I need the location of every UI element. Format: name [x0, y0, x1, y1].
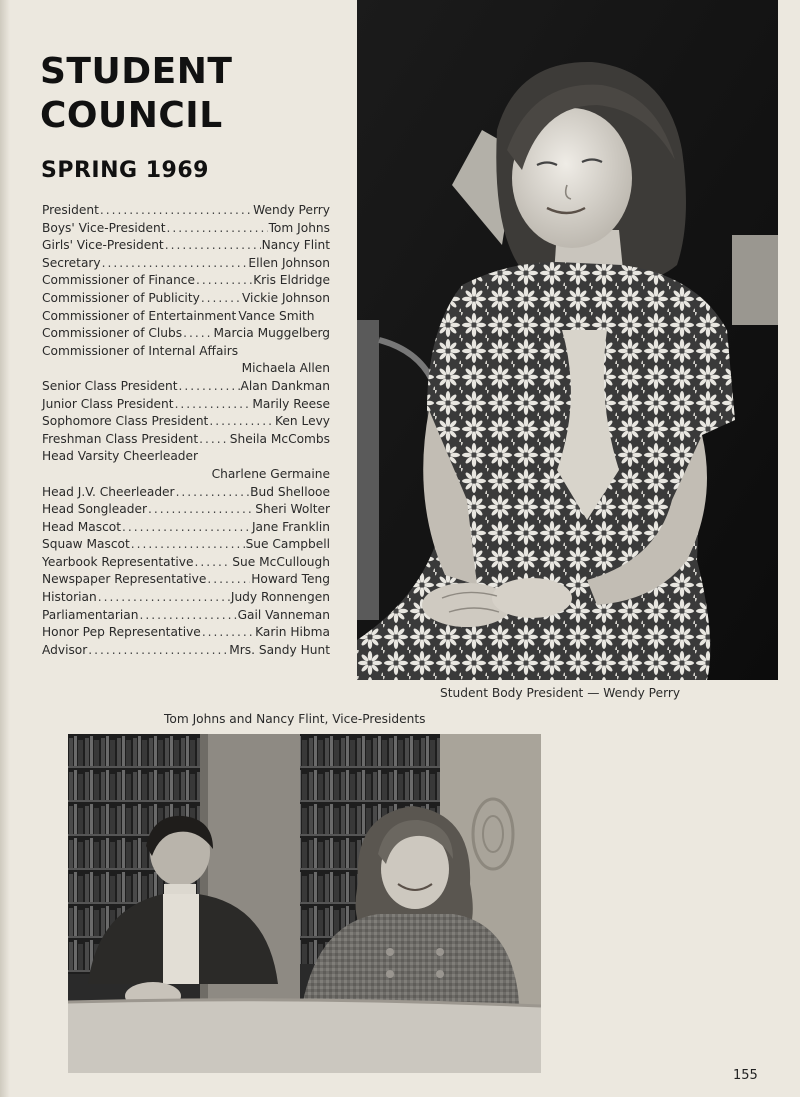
roster-name: Vance Smith	[238, 308, 315, 323]
roster-role: Junior Class President	[42, 396, 174, 411]
roster-role: Sophomore Class President	[42, 414, 209, 429]
roster-name: Alan Dankman	[240, 378, 330, 393]
roster-row	[42, 554, 330, 572]
vice-presidents-illustration	[68, 734, 541, 1073]
page-binding-edge	[0, 0, 10, 1097]
roster-role: Girls' Vice-President	[42, 238, 164, 253]
roster-row	[42, 308, 330, 326]
roster-name: Ken Levy	[275, 414, 330, 429]
roster-row	[42, 378, 330, 396]
roster-role: Newspaper Representative	[42, 572, 207, 587]
roster-name: Karin Hibma	[255, 625, 330, 640]
roster-row	[42, 448, 330, 466]
roster-row	[42, 624, 330, 642]
title-line-2: COUNCIL	[40, 95, 223, 136]
roster-role: Commissioner of Publicity	[42, 290, 200, 305]
roster-row	[42, 413, 330, 431]
page-subtitle: SPRING 1969	[41, 158, 209, 183]
roster-role: Secretary	[42, 255, 101, 270]
roster-role: Yearbook Representative	[42, 554, 194, 569]
roster-row	[42, 396, 330, 414]
roster-role: Parliamentarian	[42, 607, 139, 622]
vice-presidents-photo	[68, 734, 541, 1073]
roster-name: Judy Ronnengen	[230, 590, 330, 605]
roster-role: Freshman Class President	[42, 431, 199, 446]
roster-role: Historian	[42, 590, 97, 605]
roster-name: Bud Shellooe	[250, 484, 330, 499]
page-title	[40, 50, 232, 138]
roster-row	[42, 642, 330, 660]
roster-role: President	[42, 203, 99, 217]
roster-name: Charlene Germaine	[211, 466, 330, 481]
roster-name: Mrs. Sandy Hunt	[229, 642, 330, 657]
roster-role: Squaw Mascot	[42, 537, 130, 552]
roster-name: Sue McCullough	[232, 554, 330, 569]
title-line-1: STUDENT	[40, 51, 233, 92]
roster-row	[42, 325, 330, 343]
roster-name: Sue Campbell	[245, 537, 330, 552]
roster-role: Head Mascot	[42, 519, 122, 534]
roster-name: Wendy Perry	[253, 203, 330, 217]
roster-name: Sheila McCombs	[229, 431, 330, 446]
roster-name: Kris Eldridge	[253, 273, 330, 288]
roster-role: Advisor	[42, 642, 88, 657]
roster-role: Commissioner of Clubs	[42, 326, 183, 341]
president-photo-caption: Student Body President — Wendy Perry	[440, 686, 681, 700]
president-portrait-illustration	[357, 0, 778, 680]
roster-name: Michaela Allen	[241, 361, 330, 376]
roster-role: Head Songleader	[42, 502, 147, 517]
roster-row	[42, 272, 330, 290]
roster-name: Tom Johns	[268, 220, 330, 235]
roster-row	[42, 501, 330, 519]
roster-name: Gail Vanneman	[237, 607, 330, 622]
roster-role: Head J.V. Cheerleader	[42, 484, 175, 499]
roster-role: Boys' Vice-President	[42, 220, 166, 235]
roster-row	[42, 589, 330, 607]
roster-row	[42, 484, 330, 502]
page-number: 155	[733, 1068, 758, 1083]
roster-row	[42, 536, 330, 554]
roster-role: Senior Class President	[42, 378, 178, 393]
roster-row	[42, 519, 330, 537]
roster-row	[42, 607, 330, 625]
roster-name: Jane Franklin	[251, 519, 330, 534]
roster-role: Commissioner of Finance	[42, 273, 195, 288]
roster-name: Howard Teng	[251, 572, 330, 587]
vice-presidents-photo-caption: Tom Johns and Nancy Flint, Vice-Presidents	[164, 712, 426, 726]
council-roster	[42, 202, 330, 659]
roster-name: Nancy Flint	[261, 238, 330, 253]
roster-role: Head Varsity Cheerleader	[42, 449, 199, 464]
roster-row	[42, 202, 330, 220]
roster-row	[42, 343, 330, 361]
roster-row	[42, 255, 330, 273]
roster-row	[42, 431, 330, 449]
roster-row	[42, 290, 330, 308]
roster-row	[42, 237, 330, 255]
president-photo	[357, 0, 778, 680]
roster-row	[42, 220, 330, 238]
roster-name: Marcia Muggelberg	[213, 326, 330, 341]
roster-name: Ellen Johnson	[248, 255, 330, 270]
roster-row	[42, 571, 330, 589]
roster-role: Commissioner of Entertainment	[42, 308, 237, 323]
roster-name: Marily Reese	[252, 396, 330, 411]
roster-role: Commissioner of Internal Affairs	[42, 343, 239, 358]
roster-name: Sheri Wolter	[255, 502, 330, 517]
roster-name: Vickie Johnson	[241, 290, 330, 305]
roster-role: Honor Pep Representative	[42, 625, 201, 640]
